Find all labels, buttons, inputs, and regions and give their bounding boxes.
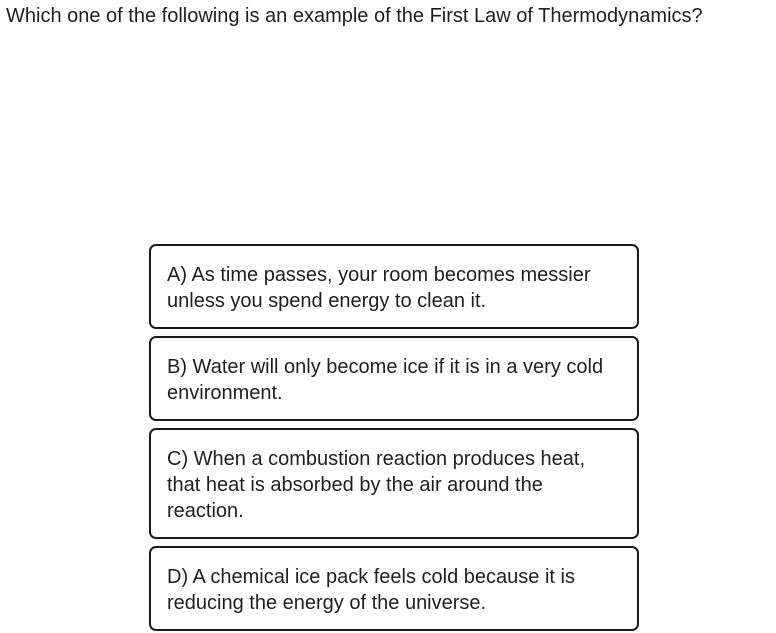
answer-options bbox=[149, 244, 639, 631]
question-text: Which one of the following is an example of the First Law of Thermodynamics? bbox=[6, 5, 703, 27]
option-a[interactable]: A) As time passes, your room becomes messier unless you spend energy to clean it. bbox=[149, 244, 639, 329]
option-d[interactable]: D) A chemical ice pack feels cold because it is reducing the energy of the universe. bbox=[149, 546, 639, 631]
option-c[interactable]: C) When a combustion reaction produces heat, that heat is absorbed by the air around the reaction. bbox=[149, 428, 639, 539]
option-b[interactable]: B) Water will only become ice if it is in a very cold environment. bbox=[149, 336, 639, 421]
